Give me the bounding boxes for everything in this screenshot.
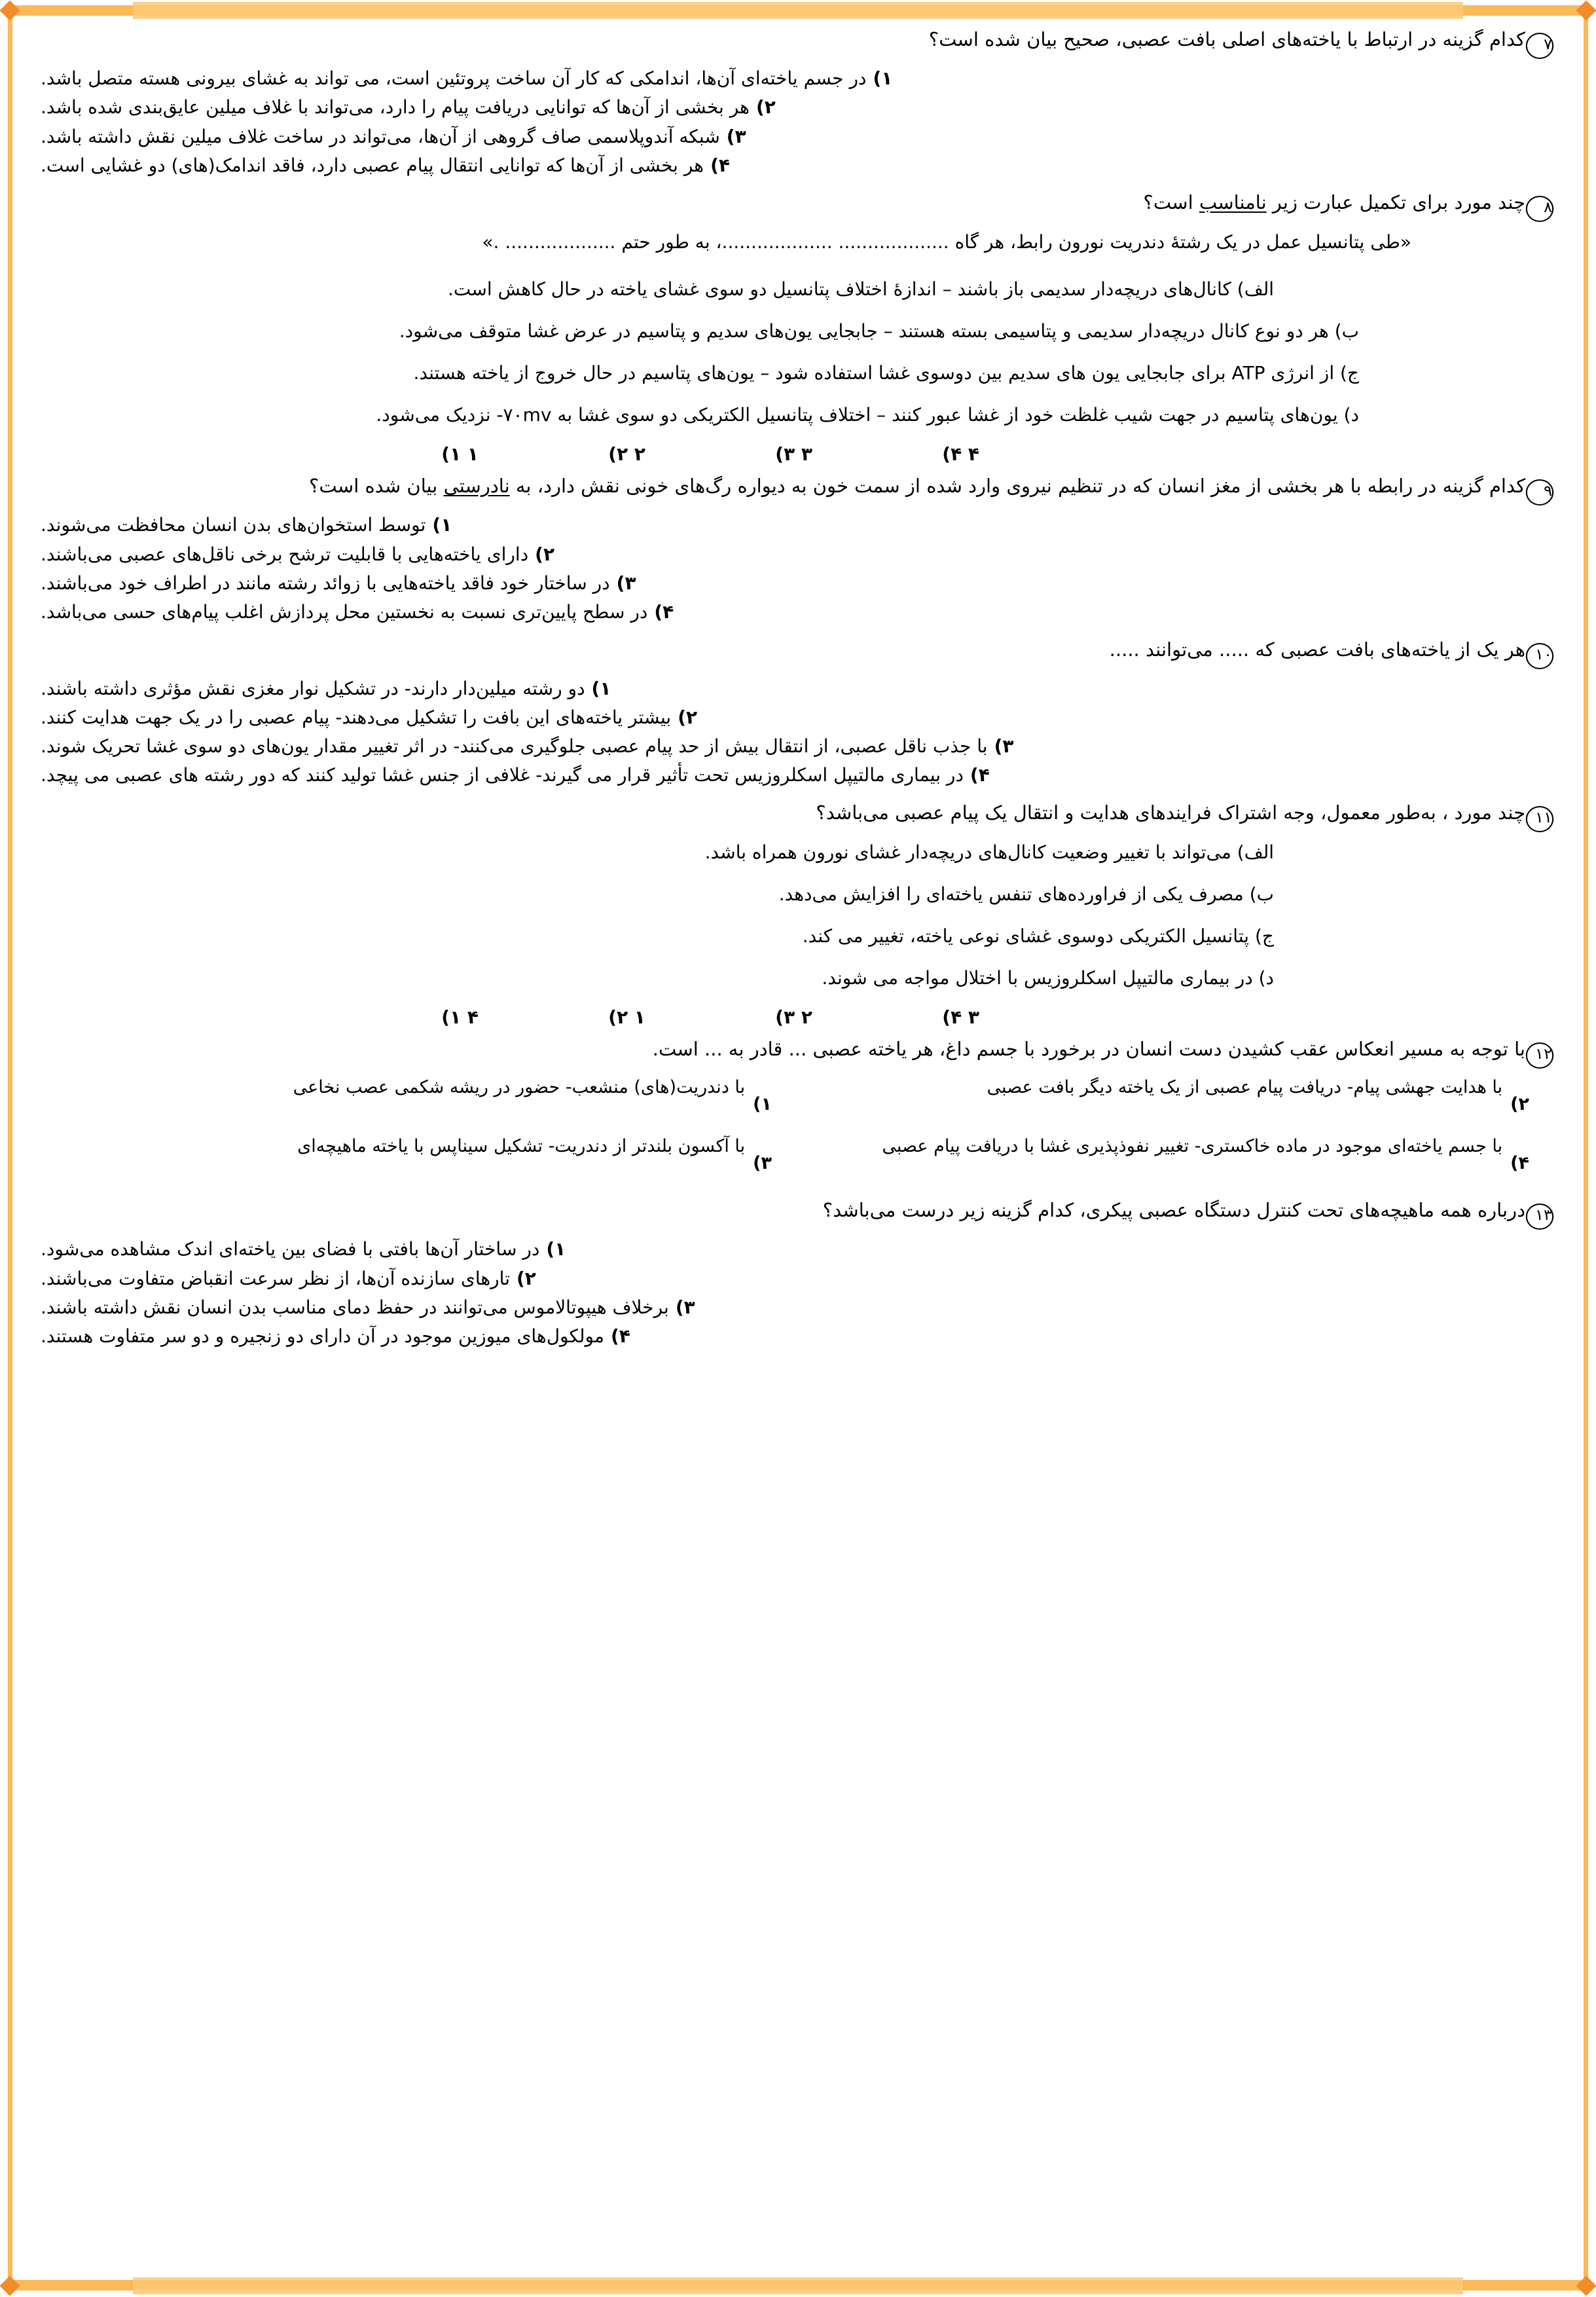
choice-text: در جسم یاخته‌ای آن‌ها، اندامکی که کار آن ساخت پروتئین است، می تواند به غشای بیرونی هسته متصل باشد. <box>41 67 867 89</box>
choice-number: ۴) <box>710 154 730 176</box>
question-9-stem-before: کدام گزینه در رابطه با هر بخشی از مغز انسان که در تنظیم نیروی وارد شده از سمت خون به دیواره رگ‌های خونی نقش دارد، به <box>509 475 1525 498</box>
choice-number: ۳) <box>726 125 746 147</box>
choice-number: ۳) <box>753 1153 772 1174</box>
question-11 <box>41 799 1555 1028</box>
choice-number: ۱) <box>753 1093 772 1114</box>
question-7-stem-text: کدام گزینه در ارتباط با یاخته‌های اصلی بافت عصبی، صحیح بیان شده است؟ <box>928 28 1525 50</box>
choice-value: ۱ <box>467 443 479 466</box>
choice-text: هر بخشی از آن‌ها که توانایی انتقال پیام عصبی دارد، فاقد اندامک(های) دو غشایی است. <box>41 154 704 176</box>
subitem-text: از انرژی ATP برای جابجایی یون های سدیم بین دوسوی غشا استفاده شود – یون‌های پتاسیم در حال خروج از یاخته هستند. <box>413 362 1335 384</box>
question-12 <box>41 1036 1555 1177</box>
choice-value: ۴ <box>968 443 979 466</box>
question-11-number: ۱۱ <box>1526 806 1553 832</box>
right-accent-rail <box>1584 9 1588 2288</box>
choice-text: برخلاف هیپوتالاموس می‌توانند در حفظ دمای مناسب بدن انسان نقش داشته باشند. <box>41 1296 669 1319</box>
question-10 <box>41 636 1555 789</box>
choice-value: ۳ <box>801 443 812 466</box>
choice-text: با جذب ناقل عصبی، از انتقال بیش از حد پیام عصبی جلوگیری می‌کنند- در اثر تغییر مقدار یون‌های دو سوی غشا تحریک شوند. <box>41 735 988 758</box>
choice-text: دارای یاخته‌هایی با قابلیت ترشح برخی ناقل‌های عصبی می‌باشند. <box>41 543 529 565</box>
choice-text: تارهای سازنده آن‌ها، از نظر سرعت انقباض متفاوت می‌باشند. <box>41 1267 510 1289</box>
question-9-choice-1[interactable] <box>41 512 1555 538</box>
choice-text: با دندریت(های) منشعب- حضور در ریشه شکمی عصب نخاعی <box>293 1076 746 1097</box>
choice-text: هر بخشی از آن‌ها که توانایی دریافت پیام را دارد، می‌تواند با غلاف میلین عایق‌بندی شده باشد. <box>41 96 750 119</box>
choice-text: با آکسون بلندتر از دندریت- تشکیل سیناپس با یاخته ماهیچه‌ای <box>297 1136 746 1157</box>
choice-text: توسط استخوان‌های بدن انسان محافظت می‌شوند. <box>41 514 426 536</box>
corner-diamond-bottom-left-icon <box>0 2275 20 2296</box>
question-12-stem <box>41 1036 1555 1069</box>
question-11-choice-1[interactable] <box>312 1006 479 1028</box>
question-8-number: ۸ <box>1526 196 1553 222</box>
question-11-choice-2[interactable] <box>479 1006 645 1028</box>
subitem-text: مصرف یکی از فراورده‌های تنفس یاخته‌ای را افزایش می‌دهد. <box>778 883 1244 905</box>
choice-number: ۴) <box>654 601 674 623</box>
question-9-stem <box>41 473 1555 505</box>
question-12-choices <box>41 1075 1555 1177</box>
choice-number: ۳) <box>616 572 636 594</box>
choice-number: ۱) <box>441 443 462 466</box>
question-13-choices <box>41 1236 1555 1350</box>
question-7-choices <box>41 65 1555 179</box>
subitem-text: یون‌های پتاسیم در جهت شیب غلظت خود از غشا عبور کنند – اختلاف پتانسیل الکتریکی دو سوی غشا به ۷۰mv- نزدیک می‌شود. <box>376 404 1338 426</box>
subitem-text: هر دو نوع کانال دریچه‌دار سدیمی و پتاسیمی بسته هستند – جابجایی یون‌های سدیم و پتاسیم در عرض غشا متوقف می‌شود. <box>399 320 1329 342</box>
choice-number: ۲) <box>535 543 555 565</box>
choice-number: ۳) <box>675 1296 695 1319</box>
question-9-choices <box>41 512 1555 625</box>
question-11-numeric-choices <box>41 1006 1555 1028</box>
question-11-subitem-jim <box>41 923 1555 950</box>
choice-text: با هدایت جهشی پیام- دریافت پیام عصبی از یک یاخته دیگر بافت عصبی <box>987 1076 1503 1097</box>
choice-text: دو رشته میلین‌دار دارند- در تشکیل نوار مغزی نقش مؤثری داشته باشند. <box>41 677 585 699</box>
question-8-subitem-jim <box>41 359 1555 387</box>
subitem-label: الف) <box>1237 278 1274 301</box>
question-11-subitem-dal <box>41 965 1555 992</box>
choice-number: ۲) <box>517 1267 536 1289</box>
question-9-stem-emphasis: نادرستی <box>443 475 510 498</box>
choice-text: با جسم یاخته‌ای موجود در ماده خاکستری- تغییر نفوذپذیری غشا با دریافت پیام عصبی <box>882 1136 1503 1157</box>
question-8-subitem-dal <box>41 401 1555 429</box>
choice-number: ۳) <box>775 1006 795 1028</box>
question-7-choice-3[interactable] <box>41 124 1555 150</box>
question-10-choice-4[interactable] <box>41 762 1555 788</box>
choice-number: ۱) <box>873 67 893 89</box>
question-8-numeric-choices <box>41 443 1555 465</box>
choice-number: ۴) <box>942 1006 962 1028</box>
question-7-number: ۷ <box>1526 33 1553 59</box>
bottom-accent-bar <box>7 2280 1589 2290</box>
question-13-choice-3[interactable] <box>41 1295 1555 1321</box>
question-13-choice-4[interactable] <box>41 1323 1555 1350</box>
question-11-subitem-alef <box>41 839 1555 866</box>
question-10-number: ۱۰ <box>1526 643 1553 669</box>
question-8-choice-4[interactable] <box>812 443 979 465</box>
subitem-label: د) <box>1343 404 1359 426</box>
choice-number: ۴) <box>1510 1153 1529 1174</box>
question-12-stem-text: با توجه به مسیر انعکاس عقب کشیدن دست انسان در برخورد با جسم داغ، هر یاخته عصبی ... قادر به ... است. <box>652 1037 1525 1060</box>
choice-value: ۴ <box>467 1006 479 1028</box>
question-13-stem-text: درباره همه ماهیچه‌های تحت کنترل دستگاه عصبی پیکری، کدام گزینه زیر درست می‌باشد؟ <box>822 1199 1525 1222</box>
question-13-stem <box>41 1197 1555 1230</box>
question-10-choice-2[interactable] <box>41 705 1555 731</box>
question-8-choice-2[interactable] <box>479 443 645 465</box>
question-10-choices <box>41 676 1555 789</box>
choice-number: ۲) <box>755 96 776 119</box>
question-7-choice-4[interactable] <box>41 153 1555 179</box>
question-7 <box>41 26 1555 179</box>
subitem-text: می‌تواند با تغییر وضعیت کانال‌های دریچه‌دار غشای نورون همراه باشد. <box>704 841 1231 863</box>
question-8-subitem-alef <box>41 276 1555 303</box>
question-11-choice-3[interactable] <box>645 1006 812 1028</box>
choice-number: ۴) <box>942 443 962 466</box>
subitem-label: ج) <box>1340 362 1359 384</box>
choice-number: ۴) <box>970 764 990 786</box>
choice-text: شبکه آندوپلاسمی صاف گروهی از آن‌ها، می‌تواند در ساخت غلاف میلین نقش داشته باشد. <box>41 125 720 147</box>
subitem-label: ج) <box>1255 925 1274 947</box>
choice-value: ۲ <box>801 1006 812 1028</box>
subitem-label: الف) <box>1237 841 1274 863</box>
subitem-text: پتانسیل الکتریکی دوسوی غشای نوعی یاخته، تغییر می کند. <box>802 925 1250 947</box>
question-12-choice-1[interactable] <box>41 1075 772 1117</box>
choice-value: ۳ <box>968 1006 979 1028</box>
question-13 <box>41 1197 1555 1350</box>
question-11-stem <box>41 799 1555 832</box>
subitem-label: د) <box>1258 966 1274 989</box>
choice-text: در ساختار آن‌ها بافتی با فضای بین یاخته‌ای اندک مشاهده می‌شود. <box>41 1238 540 1260</box>
choice-text: مولکول‌های میوزین موجود در آن دارای دو زنجیره و دو سر متفاوت هستند. <box>41 1325 604 1348</box>
subitem-label: ب) <box>1334 320 1359 342</box>
question-8-subitem-be <box>41 318 1555 345</box>
question-9-choice-3[interactable] <box>41 570 1555 597</box>
question-8-stem-emphasis: نامناسب <box>1199 191 1267 214</box>
question-9-stem-after: بیان شده است؟ <box>309 475 444 498</box>
question-11-stem-text: چند مورد ، به‌طور معمول، وجه اشتراک فرایندهای هدایت و انتقال یک پیام عصبی می‌باشد؟ <box>816 801 1525 824</box>
question-8-quoted-statement: «طی پتانسیل عمل در یک رشتهٔ دندریت نورون رابط، هر گاه ................... ...................، به طور حتم ................... .» <box>482 231 1411 253</box>
question-7-choice-1[interactable] <box>41 65 1555 92</box>
question-12-choice-3[interactable] <box>41 1134 772 1176</box>
question-8 <box>41 189 1555 465</box>
question-9-choice-2[interactable] <box>41 542 1555 568</box>
question-7-choice-2[interactable] <box>41 94 1555 120</box>
subitem-text: در بیماری مالتیپل اسکلروزیس با اختلال مواجه می شوند. <box>822 966 1253 989</box>
question-11-subitem-be <box>41 881 1555 908</box>
question-13-number: ۱۳ <box>1526 1204 1553 1230</box>
corner-diamond-bottom-right-icon <box>1576 2275 1596 2296</box>
question-10-choice-3[interactable] <box>41 733 1555 760</box>
question-9-choice-4[interactable] <box>41 599 1555 625</box>
question-8-stem <box>41 189 1555 222</box>
choice-text: در ساختار خود فاقد یاخته‌هایی با زوائد رشته مانند در اطراف خود می‌باشند. <box>41 572 610 594</box>
corner-diamond-top-left-icon <box>0 0 20 20</box>
left-accent-rail <box>8 9 12 2288</box>
question-8-stem-before: چند مورد برای تکمیل عبارت زیر <box>1266 191 1525 214</box>
question-8-choice-3[interactable] <box>645 443 812 465</box>
question-13-choice-2[interactable] <box>41 1266 1555 1292</box>
choice-number: ۳) <box>994 735 1014 758</box>
question-10-stem <box>41 636 1555 669</box>
question-13-choice-1[interactable] <box>41 1236 1555 1262</box>
choice-value: ۲ <box>634 443 645 466</box>
choice-text: بیشتر یاخته‌های این بافت را تشکیل می‌دهند- پیام عصبی را در یک جهت هدایت کنند. <box>41 706 672 728</box>
choice-value: ۱ <box>634 1006 645 1028</box>
exam-sheet <box>22 22 1574 2271</box>
subitem-label: ب) <box>1249 883 1274 905</box>
choice-number: ۲) <box>678 706 698 728</box>
question-11-choice-4[interactable] <box>812 1006 979 1028</box>
question-10-stem-text: هر یک از یاخته‌های بافت عصبی که ..... می‌توانند ..... <box>1109 638 1525 661</box>
top-accent-bar <box>7 5 1589 16</box>
choice-number: ۱) <box>441 1006 462 1028</box>
question-12-choice-2[interactable] <box>798 1075 1529 1117</box>
choice-number: ۳) <box>775 443 795 466</box>
choice-number: ۱) <box>546 1238 566 1260</box>
question-12-choice-4[interactable] <box>798 1134 1529 1176</box>
choice-number: ۴) <box>610 1325 630 1348</box>
choice-number: ۲) <box>608 443 628 466</box>
subitem-text: کانال‌های دریچه‌دار سدیمی باز باشند – اندازهٔ اختلاف پتانسیل دو سوی غشای یاخته در حال کاهش است. <box>447 278 1231 301</box>
choice-number: ۱) <box>591 677 611 699</box>
choice-number: ۲) <box>608 1006 628 1028</box>
question-8-stem-after: است؟ <box>1143 191 1199 214</box>
choice-number: ۱) <box>432 514 452 536</box>
question-10-choice-1[interactable] <box>41 676 1555 702</box>
choice-number: ۲) <box>1510 1093 1529 1114</box>
choice-text: در سطح پایین‌تری نسبت به نخستین محل پردازش اغلب پیام‌های حسی می‌باشد. <box>41 601 648 623</box>
question-9-number: ۹ <box>1526 479 1553 505</box>
question-12-number: ۱۲ <box>1526 1042 1553 1069</box>
corner-diamond-top-right-icon <box>1576 0 1596 20</box>
choice-text: در بیماری مالتیپل اسکلروزیس تحت تأثیر قرار می گیرند- غلافی از جنس غشا تولید کنند که دور رشته های عصبی می پیچد. <box>41 764 964 786</box>
question-8-choice-1[interactable] <box>312 443 479 465</box>
question-7-stem <box>41 26 1555 59</box>
question-9 <box>41 473 1555 625</box>
